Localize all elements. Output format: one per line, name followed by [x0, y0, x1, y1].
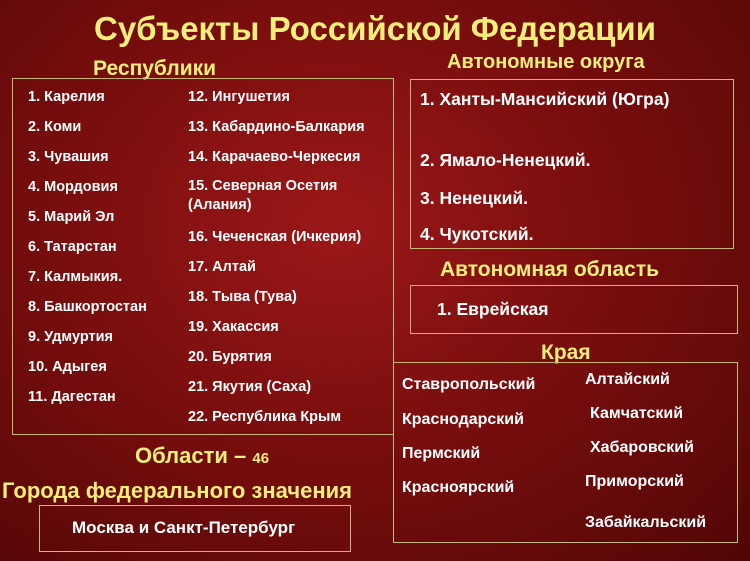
autonomous-okrugs-heading: Автономные округа — [447, 51, 645, 73]
federal-cities-heading: Города федерального значения — [2, 478, 353, 503]
krai-item: Хабаровский — [590, 439, 694, 456]
krai-item: Пермский — [402, 445, 481, 462]
republics-heading: Республики — [93, 57, 217, 80]
okrug-item: 2. Ямало-Ненецкий. — [420, 150, 591, 170]
okrug-item: 4. Чукотский. — [420, 224, 534, 244]
krais-box — [393, 362, 738, 543]
federal-cities-value: Москва и Санкт-Петербург — [72, 518, 296, 537]
krai-item: Краснодарский — [402, 411, 524, 428]
oblasts-line — [135, 443, 269, 469]
krai-item: Красноярский — [402, 479, 515, 496]
krai-item: Ставропольский — [402, 376, 536, 393]
autonomous-oblast-box — [410, 285, 738, 334]
republic-item: 14. Карачаево-Черкесия — [188, 149, 361, 165]
krai-item: Забайкальский — [585, 514, 707, 531]
oblasts-label: Области – — [135, 443, 247, 468]
page-title: Субъекты Российской Федерации — [94, 10, 656, 47]
republic-item: 18. Тыва (Тува) — [188, 289, 297, 305]
republic-item: 12. Ингушетия — [188, 89, 290, 105]
republic-item: 9. Удмуртия — [28, 329, 113, 345]
republic-item: 13. Кабардино-Балкария — [188, 119, 365, 135]
republic-item: 4. Мордовия — [28, 179, 118, 195]
republic-item: 11. Дагестан — [28, 389, 116, 405]
krais-heading: Края — [541, 341, 591, 364]
republic-item: 5. Марий Эл — [28, 209, 115, 225]
republics-box — [12, 78, 394, 435]
okrug-item: 3. Ненецкий. — [420, 188, 529, 208]
republic-item: 20. Бурятия — [188, 349, 272, 365]
republic-item: 1. Карелия — [28, 89, 105, 105]
okrug-item: 1. Ханты-Мансийский (Югра) — [420, 89, 670, 109]
krai-item: Алтайский — [585, 371, 670, 388]
republic-item: 2. Коми — [28, 119, 82, 135]
republic-item: 10. Адыгея — [28, 359, 107, 375]
republic-item: 16. Чеченская (Ичкерия) — [188, 229, 362, 245]
krai-item: Камчатский — [590, 405, 684, 422]
republic-item: 19. Хакассия — [188, 319, 279, 335]
oblasts-count: 46 — [252, 450, 270, 467]
republic-item: 21. Якутия (Саха) — [188, 379, 312, 395]
federal-cities-box — [39, 505, 351, 552]
republic-item: 17. Алтай — [188, 259, 256, 275]
oblast-item: 1. Еврейская — [437, 299, 549, 319]
autonomous-okrugs-box — [410, 79, 734, 249]
republic-item: 6. Татарстан — [28, 239, 117, 255]
republic-item: 8. Башкортостан — [28, 299, 147, 315]
republic-item: 3. Чувашия — [28, 149, 109, 165]
republic-item: 7. Калмыкия. — [28, 269, 123, 285]
autonomous-oblast-heading: Автономная область — [440, 258, 660, 281]
republic-item: 22. Республика Крым — [188, 409, 342, 425]
krai-item: Приморский — [585, 473, 684, 490]
republic-item: 15. Северная Осетия (Алания) — [188, 178, 338, 213]
